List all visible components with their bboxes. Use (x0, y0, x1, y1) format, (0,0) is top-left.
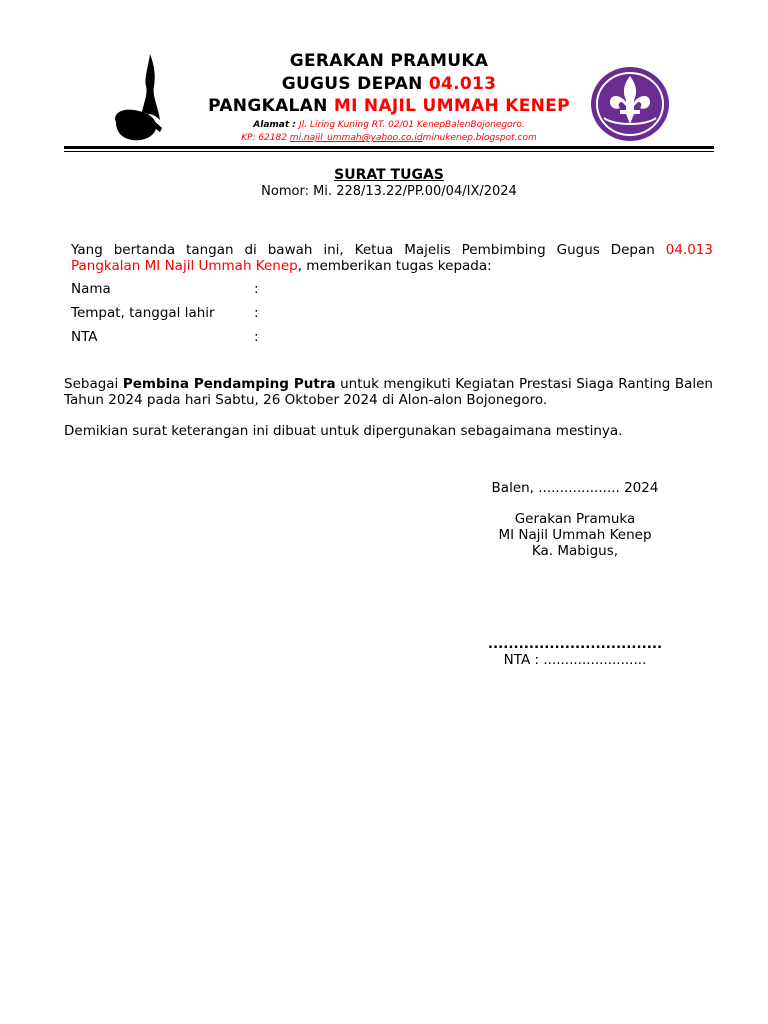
header-gugus-depan: GUGUS DEPAN 04.013 (281, 74, 497, 94)
letter-title: SURAT TUGAS (334, 167, 444, 183)
signature-nta: NTA : ........................ (503, 652, 647, 668)
email-link[interactable]: mi.najil_ummah@yahoo.co.id (289, 133, 423, 143)
signature-org-line2: MI Najil Ummah Kenep (498, 527, 652, 543)
signature-name-line: .................................. (487, 636, 663, 652)
signature-position: Ka. Mabigus, (531, 543, 619, 559)
purpose-paragraph: Sebagai Pembina Pendamping Putra untuk mengikuti Kegiatan Prestasi Siaga Ranting Balen Tahun 2024 pada hari Sabtu, 26 Oktober 2024 di Alon-alon Bojonegoro. (64, 376, 713, 408)
signature-org-line1: Gerakan Pramuka (514, 511, 636, 527)
field-colon-ttl: : (254, 305, 259, 321)
header-divider-thick (64, 146, 714, 149)
header-divider-thin (64, 151, 714, 152)
field-colon-nama: : (254, 281, 259, 297)
closing-paragraph: Demikian surat keterangan ini dibuat untuk dipergunakan sebagaimana mestinya. (64, 423, 623, 439)
intro-paragraph: Yang bertanda tangan di bawah ini, Ketua Majelis Pembimbing Gugus Depan 04.013 Pangkalan MI Najil Ummah Kenep, memberikan tugas kepada: (71, 242, 713, 274)
header-contact: KP: 62182 mi.najil_ummah@yahoo.co.idminukenep.blogspot.com (241, 133, 537, 143)
field-label-ttl: Tempat, tanggal lahir (71, 305, 215, 321)
field-colon-nta: : (254, 329, 259, 345)
signature-place-date: Balen, ................... 2024 (491, 480, 659, 496)
header-pangkalan: PANGKALAN MI NAJIL UMMAH KENEP (208, 96, 570, 116)
website-link[interactable]: minukenep.blogspot.com (422, 133, 537, 143)
header-address: Alamat : Jl. Liring Kuning RT. 02/01 KenepBalenBojonegoro. (253, 120, 525, 130)
header-org-name: GERAKAN PRAMUKA (289, 51, 489, 71)
field-label-nama: Nama (71, 281, 111, 297)
field-label-nta: NTA (71, 329, 98, 345)
letter-number: Nomor: Mi. 228/13.22/PP.00/04/IX/2024 (261, 184, 517, 199)
